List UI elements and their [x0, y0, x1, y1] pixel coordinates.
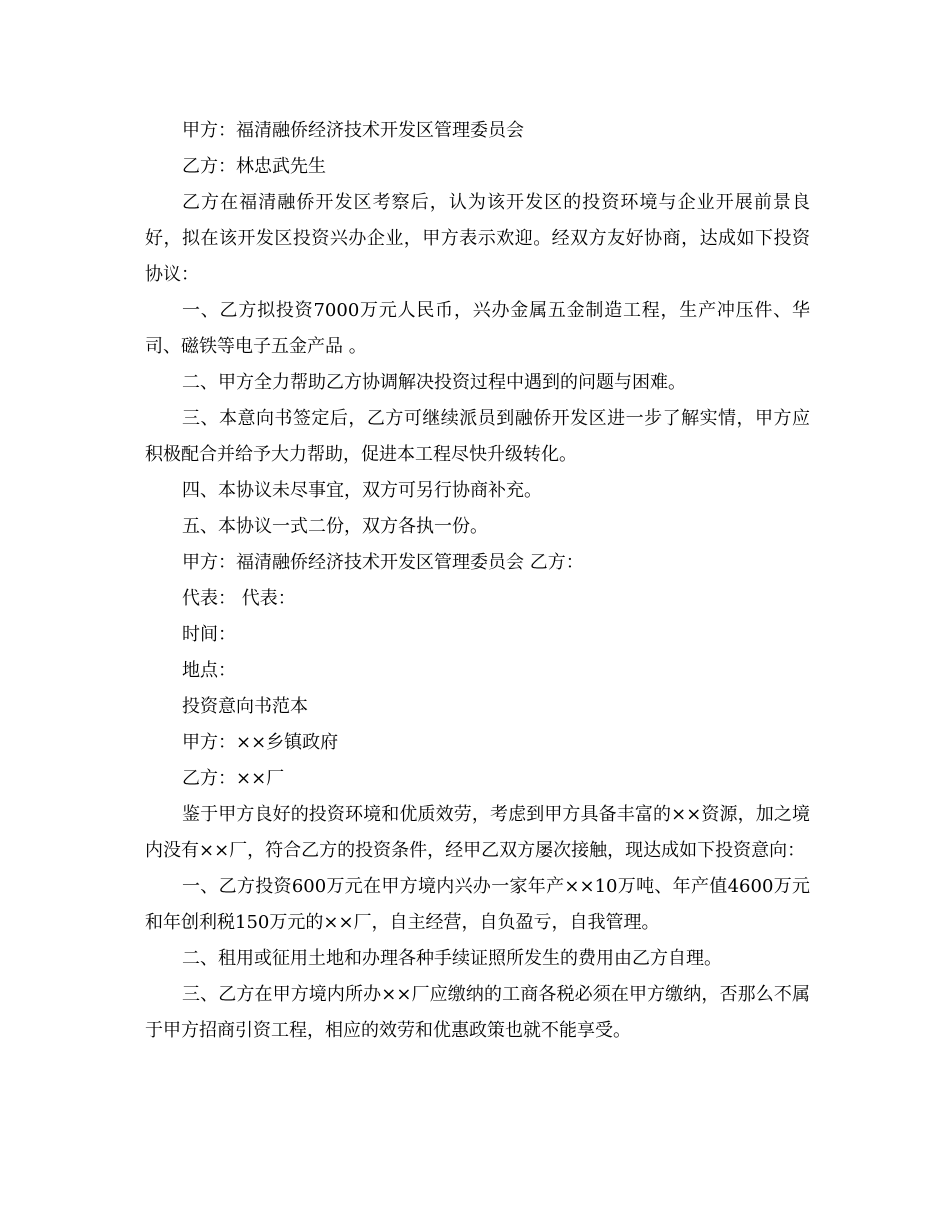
- template-clause-3: 三、乙方在甲方境内所办××厂应缴纳的工商各税必须在甲方缴纳，否那么不属于甲方招商引资工程，相应的效劳和优惠政策也就不能享受。: [145, 984, 810, 1041]
- signature-representatives: 代表： 代表：: [182, 588, 296, 609]
- template-clause-1: 一、乙方投资600万元在甲方境内兴办一家年产××10万吨、年产值4600万元和年创利税150万元的××厂，自主经营，自负盈亏，自我管理。: [145, 876, 810, 933]
- document-body: [145, 113, 810, 1049]
- signature-parties: 甲方：福清融侨经济技术开发区管理委员会 乙方：: [182, 552, 584, 573]
- party-a-line: 甲方：福清融侨经济技术开发区管理委员会: [182, 120, 524, 141]
- template-intro: 鉴于甲方良好的投资环境和优质效劳，考虑到甲方具备丰富的××资源，加之境内没有××厂，符合乙方的投资条件，经甲乙双方屡次接触，现达成如下投资意向：: [145, 804, 810, 861]
- signature-place: 地点：: [182, 660, 236, 681]
- clause-3: 三、本意向书签定后，乙方可继续派员到融侨开发区进一步了解实情，甲方应积极配合并给予大力帮助，促进本工程尽快升级转化。: [145, 408, 810, 465]
- clause-1: 一、乙方拟投资7000万元人民币，兴办金属五金制造工程，生产冲压件、华司、磁铁等电子五金产品 。: [145, 300, 810, 357]
- template-clause-2: 二、租用或征用土地和办理各种手续证照所发生的费用由乙方自理。: [182, 948, 722, 969]
- party-b-line: 乙方：林忠武先生: [182, 156, 326, 177]
- intro-paragraph: 乙方在福清融侨开发区考察后，认为该开发区的投资环境与企业开展前景良好，拟在该开发区投资兴办企业，甲方表示欢迎。经双方友好协商，达成如下投资协议：: [145, 192, 810, 285]
- clause-4: 四、本协议未尽事宜，双方可另行协商补充。: [182, 480, 542, 501]
- signature-time: 时间：: [182, 624, 236, 645]
- template-party-a: 甲方：××乡镇政府: [182, 732, 339, 753]
- clause-5: 五、本协议一式二份，双方各执一份。: [182, 516, 488, 537]
- clause-2: 二、甲方全力帮助乙方协调解决投资过程中遇到的问题与困难。: [182, 372, 686, 393]
- template-party-b: 乙方：××厂: [182, 768, 285, 789]
- template-title: 投资意向书范本: [182, 696, 308, 717]
